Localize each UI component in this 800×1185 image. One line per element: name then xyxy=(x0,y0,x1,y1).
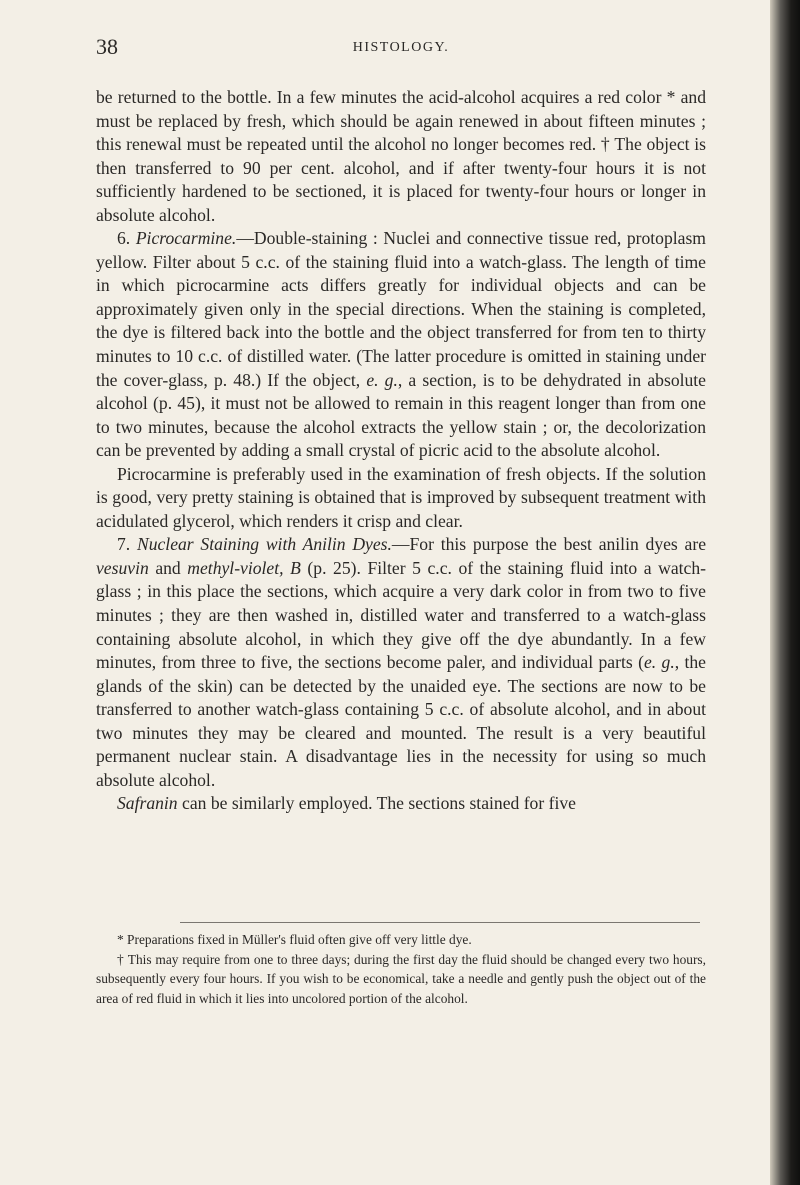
text-run: * Preparations fixed in Müller's fluid often give off very little dye. xyxy=(117,932,472,947)
running-head: HISTOLOGY. xyxy=(352,40,450,55)
paragraph-anilin-dyes xyxy=(96,533,706,792)
text-run: be returned to the bottle. In a few minutes the acid-alcohol acquires a red color * and must be replaced by fresh, which should be again renewed in about fifteen minutes ; this renewal must be repeated until the alcohol no longer becomes red. † The object is then transferred to 90 per cent. alcohol, and if after twenty-four hours it is not sufficiently hardened to be sectioned, it is placed for twenty-four hours or longer in absolute alcohol. xyxy=(96,87,706,225)
text-run: † This may require from one to three days; during the first day the fluid should be changed every two hours, subsequently every four hours. If you wish to be economical, take a needle and gently push the object out of the area of red fluid in which it lies into uncolored portion of the alcohol. xyxy=(96,951,706,1006)
italic-run: e. g. xyxy=(366,369,398,390)
body-text xyxy=(96,86,706,816)
text-run: (p. 25). Filter 5 c.c. of the staining fluid into a watch-glass ; in this place the sections, which acquire a very dark color in from two to five minutes ; they are then washed in, distilled water and transferred to a watch-glass containing absolute alcohol, in which they give off the dye abundantly. In a few minutes, from three to five, the sections become paler, and individual parts ( xyxy=(96,557,706,673)
paragraph-picrocarmine-use xyxy=(96,463,706,534)
text-run: , the glands of the skin) can be detected by the unaided eye. The sections are now to be transferred to another watch-glass containing 5 c.c. of absolute alcohol, and in about two minutes they may be cleared and mounted. The result is a very beautiful permanent nuclear stain. A disadvantage lies in the necessity for using so much absolute alcohol. xyxy=(96,652,706,790)
footnote-1 xyxy=(96,930,706,950)
text-run: —For this purpose the best anilin dyes are xyxy=(391,534,707,555)
text-run: 7. xyxy=(117,534,137,555)
italic-run: Safranin xyxy=(117,793,178,814)
paragraph-continuation xyxy=(96,86,706,227)
italic-run: Nuclear Staining with Anilin Dyes. xyxy=(136,534,392,555)
text-run: Picrocarmine is preferably used in the examination of fresh objects. If the solution is good, very pretty staining is obtained that is improved by subsequent treatment with acidulated glycerol, which renders it crisp and clear. xyxy=(96,463,706,531)
italic-run: Picrocarmine. xyxy=(135,228,237,249)
footnote-divider xyxy=(180,922,700,923)
footnotes xyxy=(96,930,706,1008)
text-run: —Double-staining : Nuclei and connective tissue red, protoplasm yellow. Filter about 5 c.c. of the staining fluid into a watch-glass. The length of time in which picrocarmine acts differs greatly for individual objects and can be approximately given only in the special directions. When the staining is completed, the dye is filtered back into the bottle and the object transferred for from ten to thirty minutes to 10 c.c. of distilled water. (The latter procedure is omitted in staining under the cover-glass, p. 48.) If the object, xyxy=(96,228,706,390)
text-run: can be similarly employed. The sections stained for five xyxy=(177,793,576,814)
page-number: 38 xyxy=(96,34,118,59)
italic-run: vesuvin xyxy=(96,557,149,578)
text-run: 6. xyxy=(117,228,136,249)
italic-run: methyl-violet, B xyxy=(187,557,301,578)
footnote-2 xyxy=(96,950,706,1009)
text-run: and xyxy=(148,557,188,578)
paragraph-picrocarmine xyxy=(96,227,706,462)
italic-run: e. g. xyxy=(643,652,675,673)
paragraph-safranin xyxy=(96,792,706,816)
book-binding-edge xyxy=(770,0,800,1185)
text-run: , a section, is to be dehydrated in absolute alcohol (p. 45), it must not be allowed to remain in this reagent longer than from one to two minutes, because the alcohol extracts the yellow stain ; or, the decolorization can be prevented by adding a small crystal of picric acid to the absolute alcohol. xyxy=(96,369,706,461)
page-header xyxy=(96,34,706,62)
